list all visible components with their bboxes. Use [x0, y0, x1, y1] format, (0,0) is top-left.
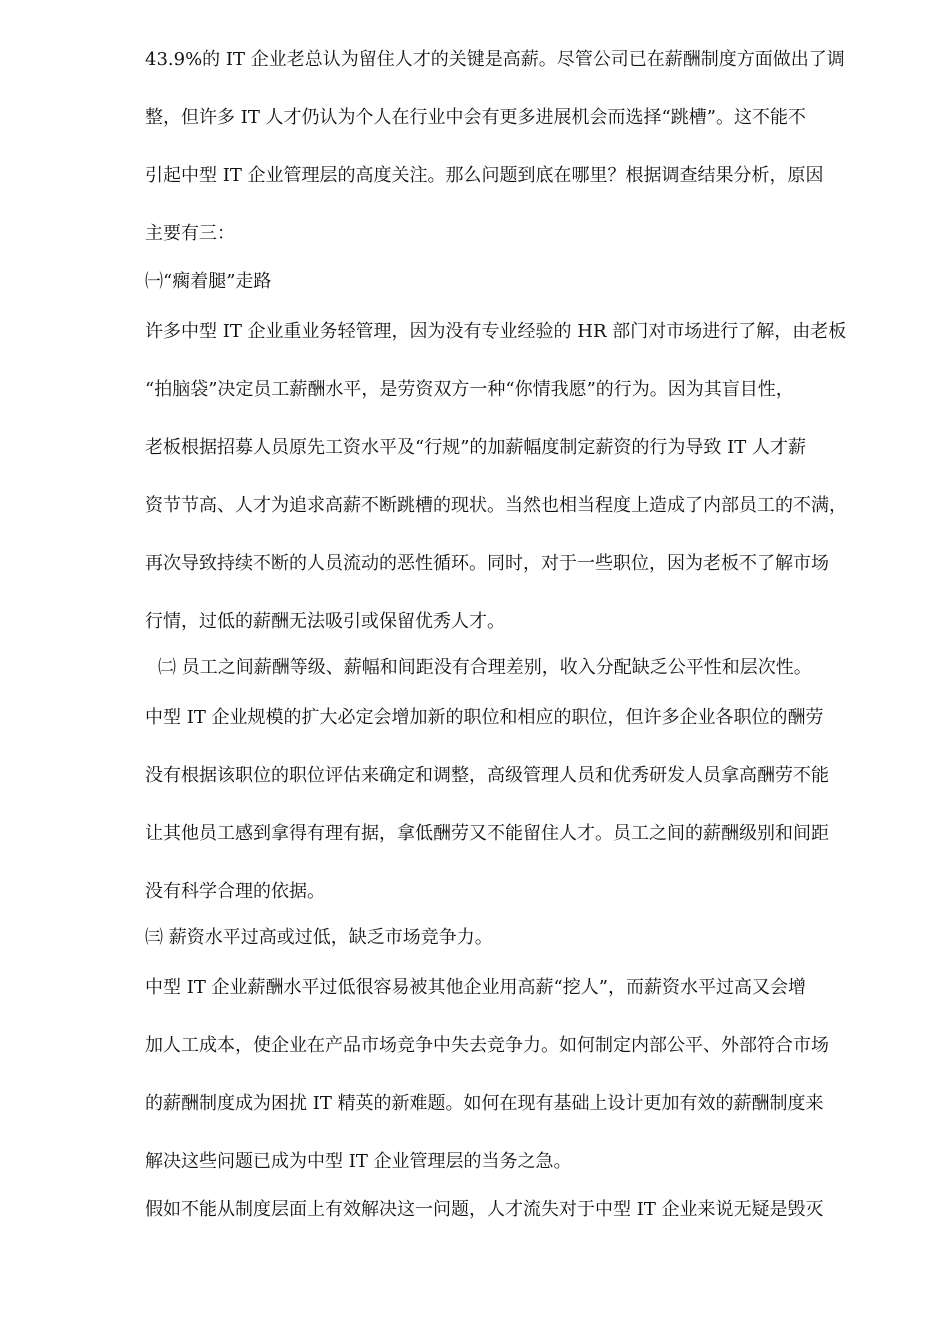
body-text-line: 让其他员工感到拿得有理有据，拿低酬劳又不能留住人才。员工之间的薪酬级别和间距	[145, 823, 829, 844]
body-text-line: 中型 IT 企业规模的扩大必定会增加新的职位和相应的职位，但许多企业各职位的酬劳	[145, 707, 824, 728]
body-text-line: 的薪酬制度成为困扰 IT 精英的新难题。如何在现有基础上设计更加有效的薪酬制度来	[145, 1093, 824, 1114]
body-text-line: 假如不能从制度层面上有效解决这一问题，人才流失对于中型 IT 企业来说无疑是毁灭	[145, 1199, 824, 1220]
body-text-line: 主要有三：	[145, 223, 235, 244]
body-text-line: 中型 IT 企业薪酬水平过低很容易被其他企业用高薪“挖人”，而薪资水平过高又会增	[145, 977, 806, 998]
body-text-line: 行情，过低的薪酬无法吸引或保留优秀人才。	[145, 611, 505, 632]
body-text-line: 43.9%的 IT 企业老总认为留住人才的关键是高薪。尽管公司已在薪酬制度方面做出了调	[145, 49, 845, 70]
body-text-line: 没有根据该职位的职位评估来确定和调整，高级管理人员和优秀研发人员拿高酬劳不能	[145, 765, 829, 786]
body-text-line: 老板根据招募人员原先工资水平及“行规”的加薪幅度制定薪资的行为导致 IT 人才薪	[145, 437, 806, 458]
body-text-line: 资节节高、人才为追求高薪不断跳槽的现状。当然也相当程度上造成了内部员工的不满，	[145, 495, 847, 516]
section-heading-2: ㈡ 员工之间薪酬等级、薪幅和间距没有合理差别，收入分配缺乏公平性和层次性。	[158, 657, 812, 678]
body-text-line: 没有科学合理的依据。	[145, 881, 325, 902]
section-heading-1: ㈠“瘸着腿”走路	[145, 271, 272, 292]
body-text-line: 解决这些问题已成为中型 IT 企业管理层的当务之急。	[145, 1151, 572, 1172]
body-text-line: 再次导致持续不断的人员流动的恶性循环。同时，对于一些职位，因为老板不了解市场	[145, 553, 829, 574]
section-heading-3: ㈢ 薪资水平过高或过低，缺乏市场竞争力。	[145, 927, 493, 948]
body-text-line: 加人工成本，使企业在产品市场竞争中失去竞争力。如何制定内部公平、外部符合市场	[145, 1035, 829, 1056]
body-text-line: 许多中型 IT 企业重业务轻管理，因为没有专业经验的 HR 部门对市场进行了解，由老板	[145, 321, 847, 342]
body-text-line: 引起中型 IT 企业管理层的高度关注。那么问题到底在哪里？根据调查结果分析，原因	[145, 165, 824, 186]
body-text-line: “拍脑袋”决定员工薪酬水平，是劳资双方一种“你情我愿”的行为。因为其盲目性，	[145, 379, 794, 400]
body-text-line: 整，但许多 IT 人才仍认为个人在行业中会有更多进展机会而选择“跳槽”。这不能不	[145, 107, 806, 128]
